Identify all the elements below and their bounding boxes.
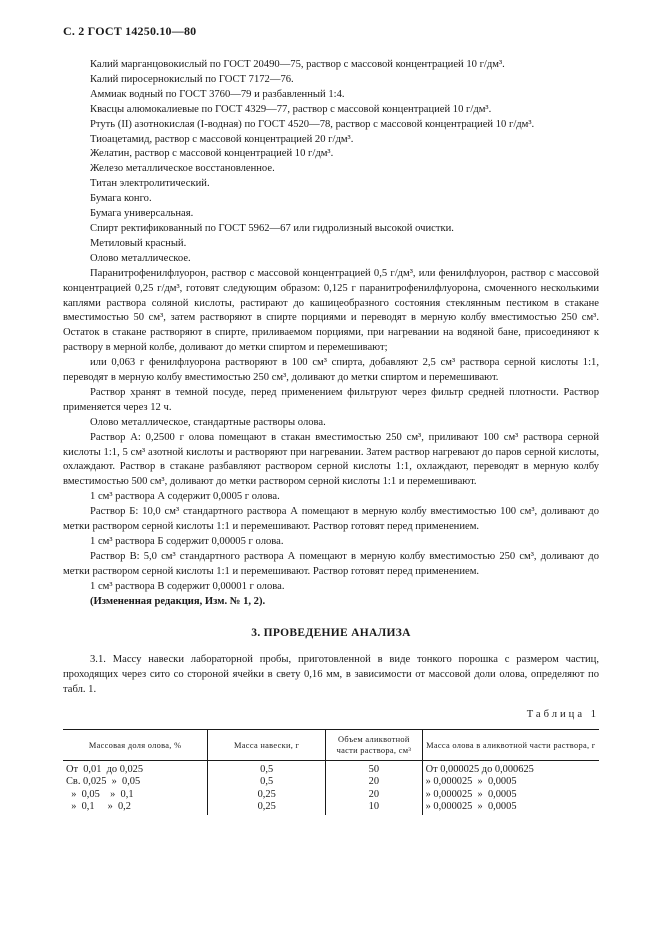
table-header-row xyxy=(63,730,599,761)
table-row xyxy=(63,801,599,815)
table-cell: » 0,000025 » 0,0005 xyxy=(422,801,599,815)
column-header: Массовая доля олова, % xyxy=(63,730,208,761)
paragraph: 1 см³ раствора В содержит 0,00001 г олова. xyxy=(90,580,285,592)
table-cell: От 0,01 до 0,025 xyxy=(66,764,144,776)
table-cell: » 0,1 » 0,2 xyxy=(66,800,131,812)
document-body xyxy=(63,58,599,815)
table-row xyxy=(63,761,599,777)
section-heading: 3. ПРОВЕДЕНИЕ АНАЛИЗА xyxy=(251,626,411,639)
paragraph: Калий марганцовокислый по ГОСТ 20490—75, раствор с массовой концентрацией 10 г/дм³. xyxy=(90,59,505,70)
amendment-note: (Измененная редакция, Изм. № 1, 2). xyxy=(90,595,266,607)
table-cell: От 0,000025 до 0,000625 xyxy=(422,761,599,777)
paragraph: Олово металлическое. xyxy=(90,252,191,264)
table-caption: Таблица 1 xyxy=(526,709,599,721)
table-cell: 0,25 xyxy=(208,801,326,815)
paragraph: Ртуть (II) азотнокислая (I-водная) по ГОСТ 4520—78, раствор с массовой концентрацией 10 г/дм³. xyxy=(90,118,535,130)
table-cell: » 0,000025 » 0,0005 xyxy=(422,789,599,801)
table-cell: » 0,05 » 0,1 xyxy=(66,788,134,800)
paragraph: Раствор хранят в темной посуде, перед применением фильтруют через фильтр средней плотности. Раствор применяется через 12 ч. xyxy=(63,386,599,413)
paragraph: Бумага универсальная. xyxy=(90,208,194,220)
column-header: Масса навески, г xyxy=(208,730,326,761)
paragraph: Раствор В: 5,0 см³ стандартного раствора А помещают в мерную колбу вместимостью 250 см³, доливают до метки раствором серной кислоты 1:1 и перемешивают. Раствор готовят перед применением. xyxy=(63,550,599,577)
paragraph: Тиоацетамид, раствор с массовой концентрацией 20 г/дм³. xyxy=(90,133,354,145)
paragraph: или 0,063 г фенилфлуорона растворяют в 100 см³ спирта, добавляют 2,5 см³ раствора серной кислоты 1:1, переводят в мерную колбу вместимостью 250 см³, доливают до метки спиртом и перемешивают. xyxy=(63,357,599,384)
table-cell: 50 xyxy=(326,761,422,777)
paragraph: Раствор А: 0,2500 г олова помещают в стакан вместимостью 250 см³, приливают 100 см³ раствора серной кислоты 1:1, 5 см³ азотной кислоты и растворяют при нагревании. Затем раствор нагревают до паров серной кислоты, охлаждают. Раствор в стакане разбавляют раствором серной кислоты 1:1, охлаждают, переводят в мерную колбу вместимостью 500 см³, доливают до метки раствором серной кислоты 1:1 и перемешивают. xyxy=(63,431,599,488)
table-cell: 0,5 xyxy=(208,776,326,788)
paragraph: Олово металлическое, стандартные растворы олова. xyxy=(90,416,326,428)
table-row xyxy=(63,776,599,788)
paragraph: Желатин, раствор с массовой концентрацией 10 г/дм³. xyxy=(90,148,334,160)
page-header: С. 2 ГОСТ 14250.10—80 xyxy=(63,24,197,38)
paragraph: 1 см³ раствора Б содержит 0,00005 г олова. xyxy=(90,536,284,547)
paragraph: Спирт ректификованный по ГОСТ 5962—67 или гидролизный высокой очистки. xyxy=(90,222,454,234)
paragraph: Бумага конго. xyxy=(90,193,152,205)
table-cell: 20 xyxy=(326,776,422,788)
paragraph: Железо металлическое восстановленное. xyxy=(90,163,275,175)
section-paragraph: 3.1. Массу навески лабораторной пробы, приготовленной в виде тонкого порошка с размером частиц, проходящих через сито со стороной ячейки в свету 0,16 мм, в зависимости от массовой доли олова, определяют по табл. 1. xyxy=(63,654,599,696)
table-body xyxy=(63,761,599,816)
table-cell: 20 xyxy=(326,789,422,801)
paragraph: Титан электролитический. xyxy=(90,178,210,190)
paragraph: Метиловый красный. xyxy=(90,237,187,249)
column-header: Объем аликвотной части раствора, см³ xyxy=(326,730,422,761)
column-header: Масса олова в аликвотной части раствора, г xyxy=(422,730,599,761)
table-row xyxy=(63,789,599,801)
paragraph: 1 см³ раствора А содержит 0,0005 г олова. xyxy=(90,491,280,503)
table-cell: 0,25 xyxy=(208,789,326,801)
paragraph: Паранитрофенилфлуорон, раствор с массовой концентрацией 0,5 г/дм³, или фенилфлуорон, раствор с массовой концентрацией 0,25 г/дм³, готовят следующим образом: 0,125 г паранитрофенилфлуорона, смоченного несколькими каплями раствора соляной кислоты, растирают до кашицеобразного состояния стеклянным пестиком в стакане вместимостью 50 см³, затем растворяют в спирте порциями и переводят в мерную колбу вместимостью 250 см³. Остаток в стакане растворяют в спирте, приливаемом порциями, при нагревании на водяной бане, присоединяют к раствору в мерной колбе, доливают до метки спиртом и перемешивают; xyxy=(63,267,599,354)
paragraph: Калий пиросернокислый по ГОСТ 7172—76. xyxy=(90,73,294,85)
paragraph: Аммиак водный по ГОСТ 3760—79 и разбавленный 1:4. xyxy=(90,88,345,100)
table-cell: Св. 0,025 » 0,05 xyxy=(66,776,141,788)
table-cell: 0,5 xyxy=(208,761,326,777)
table-cell: » 0,000025 » 0,0005 xyxy=(422,776,599,788)
reagents-list xyxy=(63,58,599,595)
paragraph: Раствор Б: 10,0 см³ стандартного раствора А помещают в мерную колбу вместимостью 100 см³, доливают до метки раствором серной кислоты 1:1 и перемешивают. Раствор готовят перед применением. xyxy=(63,506,599,533)
table-1 xyxy=(63,729,599,815)
paragraph: Квасцы алюмокалиевые по ГОСТ 4329—77, раствор с массовой концентрацией 10 г/дм³. xyxy=(90,103,492,115)
table-cell: 10 xyxy=(326,801,422,815)
